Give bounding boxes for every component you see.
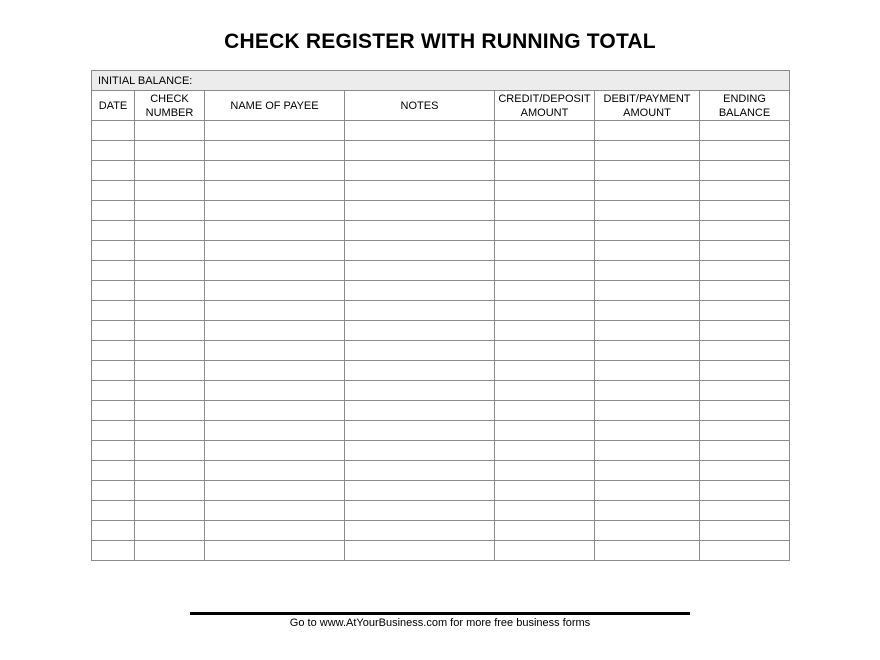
cell-date[interactable]: [92, 441, 135, 461]
cell-check-number[interactable]: [135, 461, 205, 481]
cell-credit-deposit-amount[interactable]: [495, 221, 595, 241]
table-row: [92, 481, 790, 501]
cell-check-number[interactable]: [135, 261, 205, 281]
table-row: [92, 401, 790, 421]
table-row: [92, 161, 790, 181]
cell-date[interactable]: [92, 341, 135, 361]
cell-check-number[interactable]: [135, 321, 205, 341]
cell-check-number[interactable]: [135, 141, 205, 161]
table-row: [92, 221, 790, 241]
table-row: [92, 461, 790, 481]
cell-credit-deposit-amount[interactable]: [495, 401, 595, 421]
cell-date[interactable]: [92, 501, 135, 521]
cell-notes[interactable]: [345, 301, 495, 321]
cell-credit-deposit-amount[interactable]: [495, 341, 595, 361]
cell-credit-deposit-amount[interactable]: [495, 201, 595, 221]
cell-debit-payment-amount[interactable]: [595, 361, 700, 381]
table-row: [92, 141, 790, 161]
cell-ending-balance[interactable]: [700, 241, 790, 261]
cell-name-of-payee[interactable]: [205, 461, 345, 481]
table-row: [92, 341, 790, 361]
cell-check-number[interactable]: [135, 121, 205, 141]
cell-notes[interactable]: [345, 141, 495, 161]
cell-name-of-payee[interactable]: [205, 501, 345, 521]
cell-date[interactable]: [92, 521, 135, 541]
cell-date[interactable]: [92, 121, 135, 141]
cell-date[interactable]: [92, 161, 135, 181]
cell-name-of-payee[interactable]: [205, 301, 345, 321]
cell-ending-balance[interactable]: [700, 421, 790, 441]
cell-debit-payment-amount[interactable]: [595, 241, 700, 261]
cell-debit-payment-amount[interactable]: [595, 481, 700, 501]
cell-name-of-payee[interactable]: [205, 441, 345, 461]
cell-debit-payment-amount[interactable]: [595, 401, 700, 421]
cell-check-number[interactable]: [135, 501, 205, 521]
cell-check-number[interactable]: [135, 521, 205, 541]
column-header-date: DATE: [92, 91, 135, 121]
initial-balance-label: INITIAL BALANCE:: [98, 74, 193, 87]
check-register-table: [91, 70, 790, 561]
cell-debit-payment-amount[interactable]: [595, 301, 700, 321]
cell-ending-balance[interactable]: [700, 161, 790, 181]
cell-debit-payment-amount[interactable]: [595, 461, 700, 481]
cell-date[interactable]: [92, 241, 135, 261]
cell-credit-deposit-amount[interactable]: [495, 161, 595, 181]
cell-ending-balance[interactable]: [700, 481, 790, 501]
cell-date[interactable]: [92, 141, 135, 161]
column-header-name-of-payee: NAME OF PAYEE: [205, 91, 345, 121]
cell-notes[interactable]: [345, 501, 495, 521]
cell-credit-deposit-amount[interactable]: [495, 421, 595, 441]
cell-credit-deposit-amount[interactable]: [495, 481, 595, 501]
cell-ending-balance[interactable]: [700, 401, 790, 421]
cell-ending-balance[interactable]: [700, 521, 790, 541]
cell-notes[interactable]: [345, 321, 495, 341]
table-row: [92, 241, 790, 261]
cell-credit-deposit-amount[interactable]: [495, 441, 595, 461]
cell-ending-balance[interactable]: [700, 281, 790, 301]
cell-credit-deposit-amount[interactable]: [495, 361, 595, 381]
cell-date[interactable]: [92, 541, 135, 561]
cell-date[interactable]: [92, 481, 135, 501]
cell-check-number[interactable]: [135, 181, 205, 201]
cell-debit-payment-amount[interactable]: [595, 161, 700, 181]
column-header-check-number: CHECK NUMBER: [135, 91, 205, 121]
cell-notes[interactable]: [345, 381, 495, 401]
cell-credit-deposit-amount[interactable]: [495, 181, 595, 201]
cell-check-number[interactable]: [135, 361, 205, 381]
cell-date[interactable]: [92, 181, 135, 201]
cell-notes[interactable]: [345, 121, 495, 141]
cell-debit-payment-amount[interactable]: [595, 221, 700, 241]
cell-credit-deposit-amount[interactable]: [495, 241, 595, 261]
cell-credit-deposit-amount[interactable]: [495, 381, 595, 401]
cell-credit-deposit-amount[interactable]: [495, 521, 595, 541]
cell-debit-payment-amount[interactable]: [595, 121, 700, 141]
column-header-row: [92, 91, 790, 121]
cell-date[interactable]: [92, 221, 135, 241]
cell-name-of-payee[interactable]: [205, 261, 345, 281]
cell-credit-deposit-amount[interactable]: [495, 141, 595, 161]
cell-date[interactable]: [92, 281, 135, 301]
cell-notes[interactable]: [345, 341, 495, 361]
cell-debit-payment-amount[interactable]: [595, 521, 700, 541]
cell-date[interactable]: [92, 381, 135, 401]
cell-debit-payment-amount[interactable]: [595, 501, 700, 521]
cell-notes[interactable]: [345, 421, 495, 441]
cell-notes[interactable]: [345, 361, 495, 381]
table-row: [92, 321, 790, 341]
cell-notes[interactable]: [345, 521, 495, 541]
cell-ending-balance[interactable]: [700, 361, 790, 381]
cell-notes[interactable]: [345, 401, 495, 421]
cell-name-of-payee[interactable]: [205, 481, 345, 501]
table-row: [92, 261, 790, 281]
table-row: [92, 421, 790, 441]
cell-date[interactable]: [92, 361, 135, 381]
cell-date[interactable]: [92, 401, 135, 421]
cell-debit-payment-amount[interactable]: [595, 541, 700, 561]
cell-credit-deposit-amount[interactable]: [495, 541, 595, 561]
cell-name-of-payee[interactable]: [205, 341, 345, 361]
table-row: [92, 181, 790, 201]
cell-name-of-payee[interactable]: [205, 121, 345, 141]
table-row: [92, 121, 790, 141]
cell-notes[interactable]: [345, 161, 495, 181]
cell-debit-payment-amount[interactable]: [595, 201, 700, 221]
cell-name-of-payee[interactable]: [205, 401, 345, 421]
cell-notes[interactable]: [345, 261, 495, 281]
cell-name-of-payee[interactable]: [205, 281, 345, 301]
cell-ending-balance[interactable]: [700, 321, 790, 341]
cell-check-number[interactable]: [135, 161, 205, 181]
cell-check-number[interactable]: [135, 241, 205, 261]
table-row: [92, 541, 790, 561]
cell-check-number[interactable]: [135, 341, 205, 361]
cell-check-number[interactable]: [135, 441, 205, 461]
cell-ending-balance[interactable]: [700, 341, 790, 361]
cell-name-of-payee[interactable]: [205, 161, 345, 181]
initial-balance-cell[interactable]: [92, 71, 790, 91]
cell-credit-deposit-amount[interactable]: [495, 281, 595, 301]
cell-notes[interactable]: [345, 201, 495, 221]
cell-notes[interactable]: [345, 441, 495, 461]
cell-debit-payment-amount[interactable]: [595, 181, 700, 201]
cell-credit-deposit-amount[interactable]: [495, 321, 595, 341]
cell-name-of-payee[interactable]: [205, 541, 345, 561]
cell-credit-deposit-amount[interactable]: [495, 501, 595, 521]
cell-credit-deposit-amount[interactable]: [495, 261, 595, 281]
cell-check-number[interactable]: [135, 281, 205, 301]
cell-ending-balance[interactable]: [700, 141, 790, 161]
cell-notes[interactable]: [345, 241, 495, 261]
cell-ending-balance[interactable]: [700, 261, 790, 281]
cell-ending-balance[interactable]: [700, 121, 790, 141]
cell-ending-balance[interactable]: [700, 181, 790, 201]
cell-debit-payment-amount[interactable]: [595, 341, 700, 361]
cell-notes[interactable]: [345, 481, 495, 501]
table-row: [92, 441, 790, 461]
cell-notes[interactable]: [345, 541, 495, 561]
cell-check-number[interactable]: [135, 201, 205, 221]
cell-name-of-payee[interactable]: [205, 381, 345, 401]
cell-notes[interactable]: [345, 461, 495, 481]
cell-ending-balance[interactable]: [700, 441, 790, 461]
cell-debit-payment-amount[interactable]: [595, 261, 700, 281]
footer-divider: [190, 612, 690, 615]
cell-notes[interactable]: [345, 181, 495, 201]
cell-notes[interactable]: [345, 281, 495, 301]
cell-name-of-payee[interactable]: [205, 361, 345, 381]
table-row: [92, 521, 790, 541]
cell-check-number[interactable]: [135, 421, 205, 441]
cell-name-of-payee[interactable]: [205, 241, 345, 261]
cell-check-number[interactable]: [135, 481, 205, 501]
column-header-debit-payment-amount: DEBIT/PAYMENT AMOUNT: [595, 91, 700, 121]
cell-debit-payment-amount[interactable]: [595, 421, 700, 441]
cell-name-of-payee[interactable]: [205, 321, 345, 341]
cell-debit-payment-amount[interactable]: [595, 441, 700, 461]
cell-ending-balance[interactable]: [700, 541, 790, 561]
cell-name-of-payee[interactable]: [205, 521, 345, 541]
cell-debit-payment-amount[interactable]: [595, 281, 700, 301]
table-row: [92, 361, 790, 381]
cell-ending-balance[interactable]: [700, 461, 790, 481]
cell-check-number[interactable]: [135, 401, 205, 421]
cell-date[interactable]: [92, 321, 135, 341]
table-row: [92, 201, 790, 221]
cell-name-of-payee[interactable]: [205, 221, 345, 241]
cell-credit-deposit-amount[interactable]: [495, 121, 595, 141]
page-title: CHECK REGISTER WITH RUNNING TOTAL: [224, 30, 656, 53]
cell-credit-deposit-amount[interactable]: [495, 461, 595, 481]
cell-date[interactable]: [92, 301, 135, 321]
cell-ending-balance[interactable]: [700, 221, 790, 241]
table-row: [92, 501, 790, 521]
cell-name-of-payee[interactable]: [205, 141, 345, 161]
initial-balance-row: [92, 71, 790, 91]
cell-notes[interactable]: [345, 221, 495, 241]
cell-debit-payment-amount[interactable]: [595, 141, 700, 161]
cell-ending-balance[interactable]: [700, 501, 790, 521]
cell-date[interactable]: [92, 461, 135, 481]
register-body: [92, 121, 790, 561]
table-row: [92, 301, 790, 321]
cell-name-of-payee[interactable]: [205, 181, 345, 201]
cell-check-number[interactable]: [135, 381, 205, 401]
cell-debit-payment-amount[interactable]: [595, 381, 700, 401]
column-header-notes: NOTES: [345, 91, 495, 121]
column-header-ending-balance: ENDING BALANCE: [700, 91, 790, 121]
cell-check-number[interactable]: [135, 301, 205, 321]
footer-text: Go to www.AtYourBusiness.com for more free business forms: [289, 617, 591, 629]
cell-debit-payment-amount[interactable]: [595, 321, 700, 341]
cell-check-number[interactable]: [135, 541, 205, 561]
cell-name-of-payee[interactable]: [205, 201, 345, 221]
cell-ending-balance[interactable]: [700, 381, 790, 401]
cell-ending-balance[interactable]: [700, 201, 790, 221]
cell-ending-balance[interactable]: [700, 301, 790, 321]
cell-check-number[interactable]: [135, 221, 205, 241]
cell-credit-deposit-amount[interactable]: [495, 301, 595, 321]
table-row: [92, 281, 790, 301]
cell-date[interactable]: [92, 421, 135, 441]
cell-name-of-payee[interactable]: [205, 421, 345, 441]
table-row: [92, 381, 790, 401]
cell-date[interactable]: [92, 201, 135, 221]
column-header-credit-deposit-amount: CREDIT/DEPOSIT AMOUNT: [495, 91, 595, 121]
cell-date[interactable]: [92, 261, 135, 281]
